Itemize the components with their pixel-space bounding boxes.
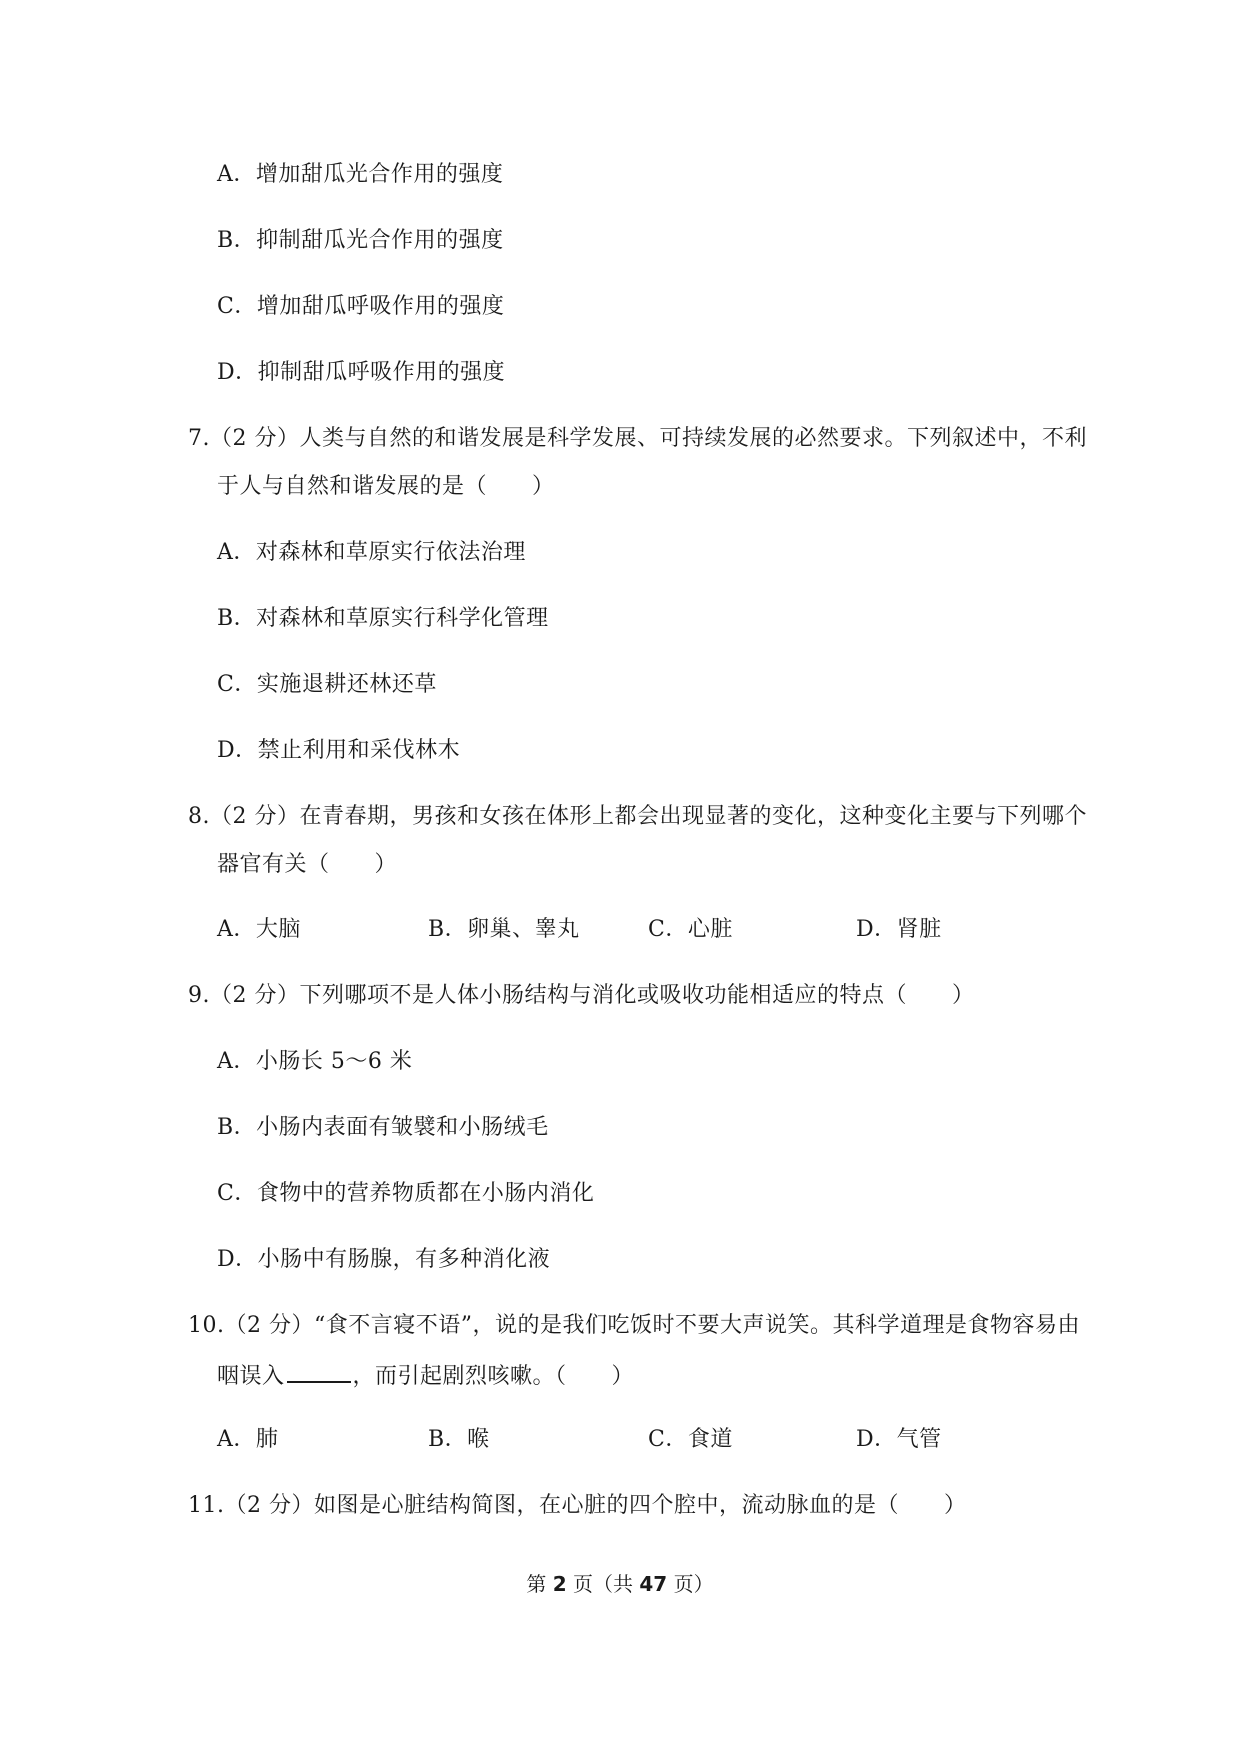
- q8-option-d: D．肾脏: [856, 917, 942, 942]
- q10-stem-line2-before: 咽误入: [217, 1364, 285, 1389]
- footer-total-pages: 47: [639, 1572, 668, 1596]
- q10-stem-line1: 10.（2 分）“食不言寝不语”，说的是我们吃饭时不要大声说笑。其科学道理是食物容易由: [188, 1313, 1080, 1338]
- q9-option-a: A．小肠长 5～6 米: [217, 1049, 413, 1074]
- q7-option-b: B．对森林和草原实行科学化管理: [217, 606, 549, 631]
- q9-option-b: B．小肠内表面有皱襞和小肠绒毛: [217, 1115, 549, 1140]
- q10-option-a: A．肺: [217, 1427, 279, 1452]
- q7-stem-line2: 于人与自然和谐发展的是（ ）: [217, 474, 555, 499]
- q10-option-c: C．食道: [648, 1427, 733, 1452]
- q10-option-b: B．喉: [428, 1427, 490, 1452]
- q9-option-d: D．小肠中有肠腺，有多种消化液: [217, 1247, 551, 1272]
- q10-stem-line2-after: ，而引起剧烈咳嗽。（ ）: [352, 1364, 635, 1389]
- footer-suffix: 页）: [667, 1572, 714, 1596]
- q6-option-c: C．增加甜瓜呼吸作用的强度: [217, 294, 505, 319]
- q7-option-a: A．对森林和草原实行依法治理: [217, 540, 526, 565]
- q7-option-c: C．实施退耕还林还草: [217, 672, 437, 697]
- footer-prefix: 第: [526, 1572, 553, 1596]
- q10-answer-blank: [287, 1359, 351, 1383]
- q8-stem-line2: 器官有关（ ）: [217, 852, 398, 877]
- q10-option-d: D．气管: [856, 1427, 942, 1452]
- footer-middle: 页（共: [566, 1572, 640, 1596]
- q8-stem-line1: 8.（2 分）在青春期，男孩和女孩在体形上都会出现显著的变化，这种变化主要与下列哪个: [188, 804, 1087, 829]
- q11-stem-line1: 11.（2 分）如图是心脏结构简图，在心脏的四个腔中，流动脉血的是（ ）: [188, 1493, 967, 1518]
- footer-page-number: 2: [552, 1572, 567, 1596]
- q7-option-d: D．禁止利用和采伐林木: [217, 738, 461, 763]
- q7-stem-line1: 7.（2 分）人类与自然的和谐发展是科学发展、可持续发展的必然要求。下列叙述中，不利: [188, 426, 1087, 451]
- q9-stem-line1: 9.（2 分）下列哪项不是人体小肠结构与消化或吸收功能相适应的特点（ ）: [188, 983, 975, 1008]
- q8-option-a: A．大脑: [217, 917, 301, 942]
- page-footer: [0, 1570, 1240, 1598]
- q6-option-b: B．抑制甜瓜光合作用的强度: [217, 228, 504, 253]
- q8-option-b: B．卵巢、睾丸: [428, 917, 580, 942]
- q8-option-c: C．心脏: [648, 917, 733, 942]
- q10-stem-line2: [217, 1359, 634, 1392]
- q6-option-d: D．抑制甜瓜呼吸作用的强度: [217, 360, 506, 385]
- q9-option-c: C．食物中的营养物质都在小肠内消化: [217, 1181, 595, 1206]
- q6-option-a: A．增加甜瓜光合作用的强度: [217, 162, 504, 187]
